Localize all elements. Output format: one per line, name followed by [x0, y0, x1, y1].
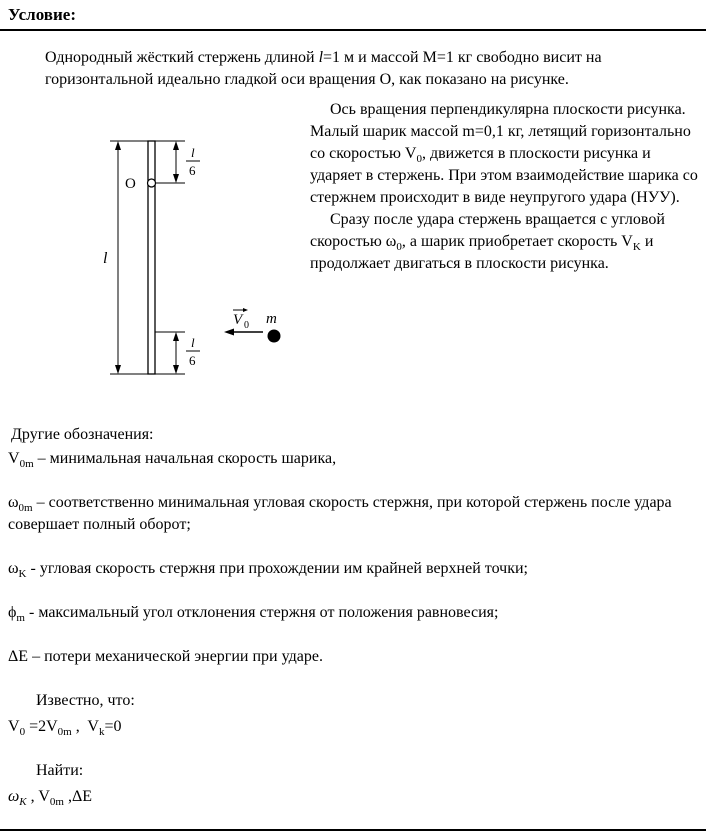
- notation-heading: Другие обозначения:: [11, 426, 154, 443]
- lower-fraction-denominator: 6: [189, 353, 196, 368]
- arrowhead-down: [173, 174, 179, 183]
- arrowhead-up: [173, 141, 179, 150]
- find-heading: Найти:: [36, 762, 84, 779]
- notation-item-omegak: $\omega_K$ - угловая скорость стержня при прохождении им крайней верхней точки;: [8, 560, 528, 581]
- axis-circle: [148, 179, 156, 187]
- mass-label: m: [266, 311, 277, 327]
- page-title: Условие:: [8, 5, 76, 24]
- rod-length-label: l: [103, 250, 108, 267]
- velocity-subscript: 0: [244, 320, 249, 331]
- rod-diagram: [95, 130, 310, 385]
- notation-item-deltae: ΔE – потери механической энергии при ударе.: [8, 648, 323, 665]
- arrowhead-up: [173, 332, 179, 341]
- notation-item-v0m: $V_{0m}$ – минимальная начальная скорость шарика,: [8, 450, 337, 471]
- upper-fraction-denominator: 6: [189, 163, 196, 178]
- arrowhead-up: [115, 141, 121, 150]
- known-formula: $V_0 =2V_{0m}$ , $V_k=0$: [8, 718, 122, 739]
- rod: [148, 141, 155, 374]
- vector-arrowhead: [243, 308, 248, 312]
- arrowhead-down: [115, 365, 121, 374]
- axis-label: O: [125, 176, 136, 192]
- lower-fraction-numerator: l: [191, 335, 195, 350]
- description-column: [310, 99, 702, 275]
- bottom-rule: [0, 829, 706, 831]
- notation-section: [8, 424, 698, 830]
- upper-fraction-numerator: l: [191, 145, 195, 160]
- arrowhead-down: [173, 365, 179, 374]
- top-rule: [0, 29, 706, 31]
- description-paragraph-2: Сразу после удара стержень вращается с угловой скоростью $\omega_0$, а шарик приобретает скорость $V_K$ и продолжает двигаться в плоскости рисунка.: [310, 211, 665, 272]
- ball: [268, 330, 281, 343]
- intro-paragraph: Однородный жёсткий стержень длиной l=1 м и массой M=1 кг свободно висит на горизонтальной идеально гладкой оси вращения О, как показано на рисунке.: [45, 49, 602, 88]
- velocity-label: V: [233, 312, 243, 328]
- description-paragraph-1: Ось вращения перпендикулярна плоскости рисунка. Малый шарик массой m=0,1 кг, летящий горизонтально со скоростью $V_0$, движется в плоскости рисунка и ударяет в стержень. При этом взаимодействие шарика со стержнем происходит в виде неупругого удара (НУУ).: [310, 101, 698, 206]
- known-heading: Известно, что:: [36, 692, 135, 709]
- notation-item-phim: $\phi_m$ - максимальный угол отклонения стержня от положения равновесия;: [8, 604, 499, 625]
- notation-item-omega0m: $\omega_{0m}$ – соответственно минимальная угловая скорость стержня, при которой стержень после удара совершает полный оборот;: [8, 494, 672, 533]
- velocity-arrowhead: [224, 329, 234, 336]
- find-formula: $\omega_K$ , $V_{0m}$ ,ΔE: [8, 788, 93, 809]
